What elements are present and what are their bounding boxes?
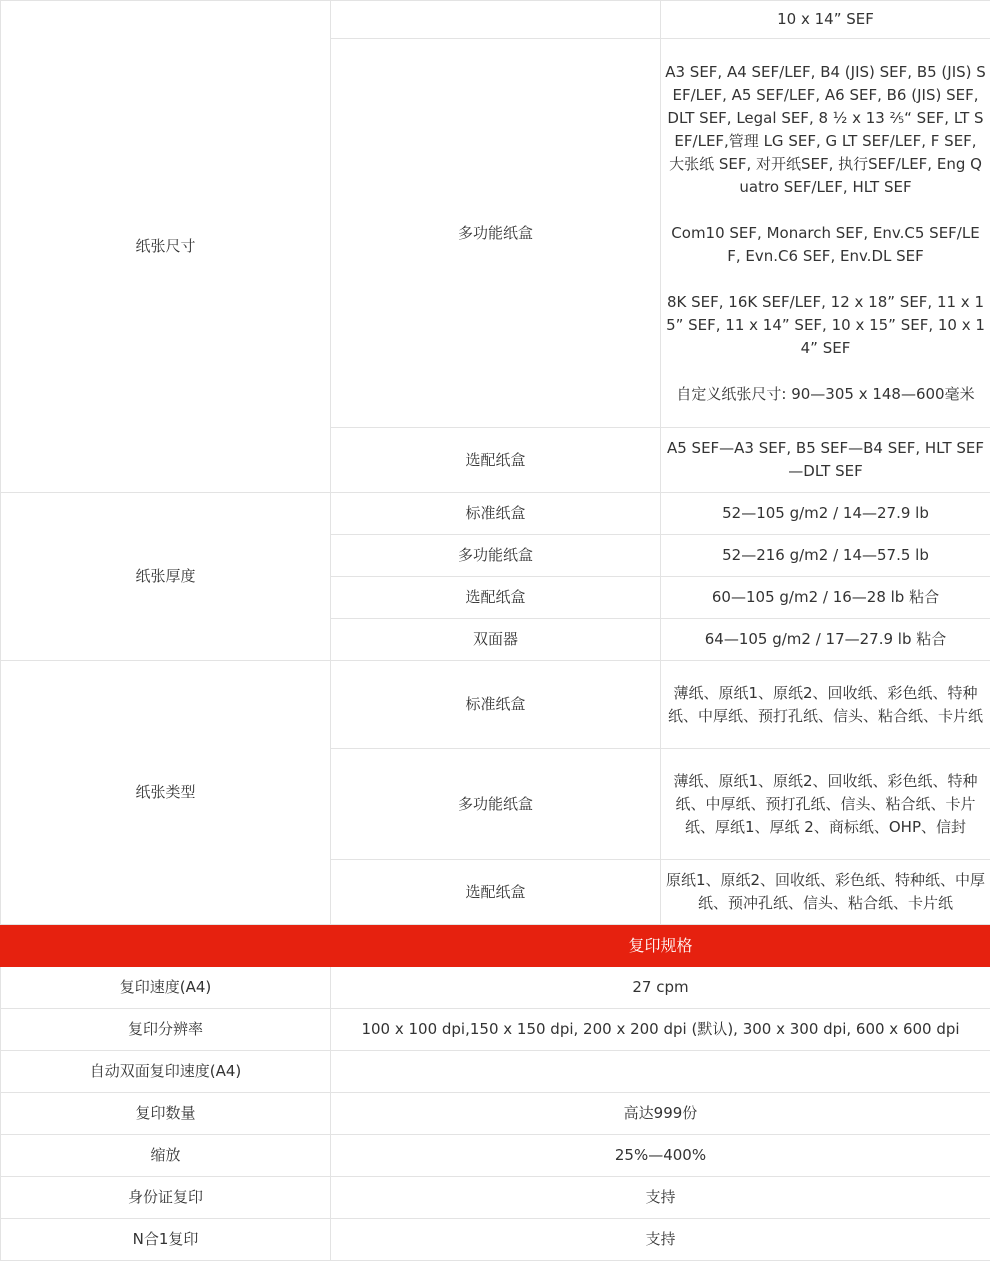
spec-label: 多功能纸盒 [331,749,661,860]
spec-label-empty [331,1,661,39]
spec-value: 薄纸、原纸1、原纸2、回收纸、彩色纸、特种纸、中厚纸、预打孔纸、信头、粘合纸、卡片纸、厚纸1、厚纸 2、商标纸、OHP、信封 [661,749,990,860]
table-row [1,967,990,1009]
spec-label: 身份证复印 [1,1177,331,1219]
spec-label: 复印数量 [1,1093,331,1135]
spec-value: 高达999份 [331,1093,990,1135]
table-row [1,1219,990,1261]
spec-value: A5 SEF—A3 SEF, B5 SEF—B4 SEF, HLT SEF—DLT SEF [661,428,990,493]
table-row [1,661,990,749]
spec-paragraph: 自定义纸张尺寸: 90—305 x 148—600毫米 [665,383,986,406]
spec-label: 选配纸盒 [331,577,661,619]
spec-label: 选配纸盒 [331,860,661,925]
spec-value: 薄纸、原纸1、原纸2、回收纸、彩色纸、特种纸、中厚纸、预打孔纸、信头、粘合纸、卡片纸 [661,661,990,749]
section-title: 复印规格 [331,925,990,967]
spec-label: 标准纸盒 [331,661,661,749]
spec-value: 支持 [331,1177,990,1219]
spec-paragraph: A3 SEF, A4 SEF/LEF, B4 (JIS) SEF, B5 (JIS) SEF/LEF, A5 SEF/LEF, A6 SEF, B6 (JIS) SEF, DLT SEF, Legal SEF, 8 ½ x 13 ⅖“ SEF, LT SEF/LEF,管理 LG SEF, G LT SEF/LEF, F SEF, 大张纸 SEF, 对开纸SEF, 执行SEF/LEF, Eng Quatro SEF/LEF, HLT SEF [665,61,986,199]
category-paper-type: 纸张类型 [1,661,331,925]
spec-value [331,1051,990,1093]
spec-label: 自动双面复印速度(A4) [1,1051,331,1093]
spec-paragraph: Com10 SEF, Monarch SEF, Env.C5 SEF/LEF, Evn.C6 SEF, Env.DL SEF [665,222,986,268]
spec-label: N合1复印 [1,1219,331,1261]
spec-label: 复印分辨率 [1,1009,331,1051]
spec-label: 标准纸盒 [331,493,661,535]
spec-paragraph: 8K SEF, 16K SEF/LEF, 12 x 18” SEF, 11 x 15” SEF, 11 x 14” SEF, 10 x 15” SEF, 10 x 14” SEF [665,291,986,360]
spec-value: 52—105 g/m2 / 14—27.9 lb [661,493,990,535]
spec-value: 25%—400% [331,1135,990,1177]
table-row [1,1093,990,1135]
spec-value: 10 x 14” SEF [661,1,990,39]
category-paper-weight: 纸张厚度 [1,493,331,661]
spec-value: 100 x 100 dpi,150 x 150 dpi, 200 x 200 dpi (默认), 300 x 300 dpi, 600 x 600 dpi [331,1009,990,1051]
spec-label: 多功能纸盒 [331,39,661,428]
table-row [1,1177,990,1219]
spec-label: 缩放 [1,1135,331,1177]
spec-value: 原纸1、原纸2、回收纸、彩色纸、特种纸、中厚纸、预冲孔纸、信头、粘合纸、卡片纸 [661,860,990,925]
spec-label: 多功能纸盒 [331,535,661,577]
spec-value: 27 cpm [331,967,990,1009]
spec-value: 52—216 g/m2 / 14—57.5 lb [661,535,990,577]
table-row [1,493,990,535]
spec-label: 双面器 [331,619,661,661]
table-row [1,1009,990,1051]
spec-value [661,39,990,428]
table-row [1,1,990,39]
section-header-row [1,925,990,967]
spec-value: 64—105 g/m2 / 17—27.9 lb 粘合 [661,619,990,661]
table-row [1,1135,990,1177]
spec-value: 支持 [331,1219,990,1261]
category-paper-size: 纸张尺寸 [1,1,331,493]
section-header-blank [1,925,331,967]
spec-label: 复印速度(A4) [1,967,331,1009]
spec-value: 60—105 g/m2 / 16—28 lb 粘合 [661,577,990,619]
spec-label: 选配纸盒 [331,428,661,493]
table-row [1,1051,990,1093]
